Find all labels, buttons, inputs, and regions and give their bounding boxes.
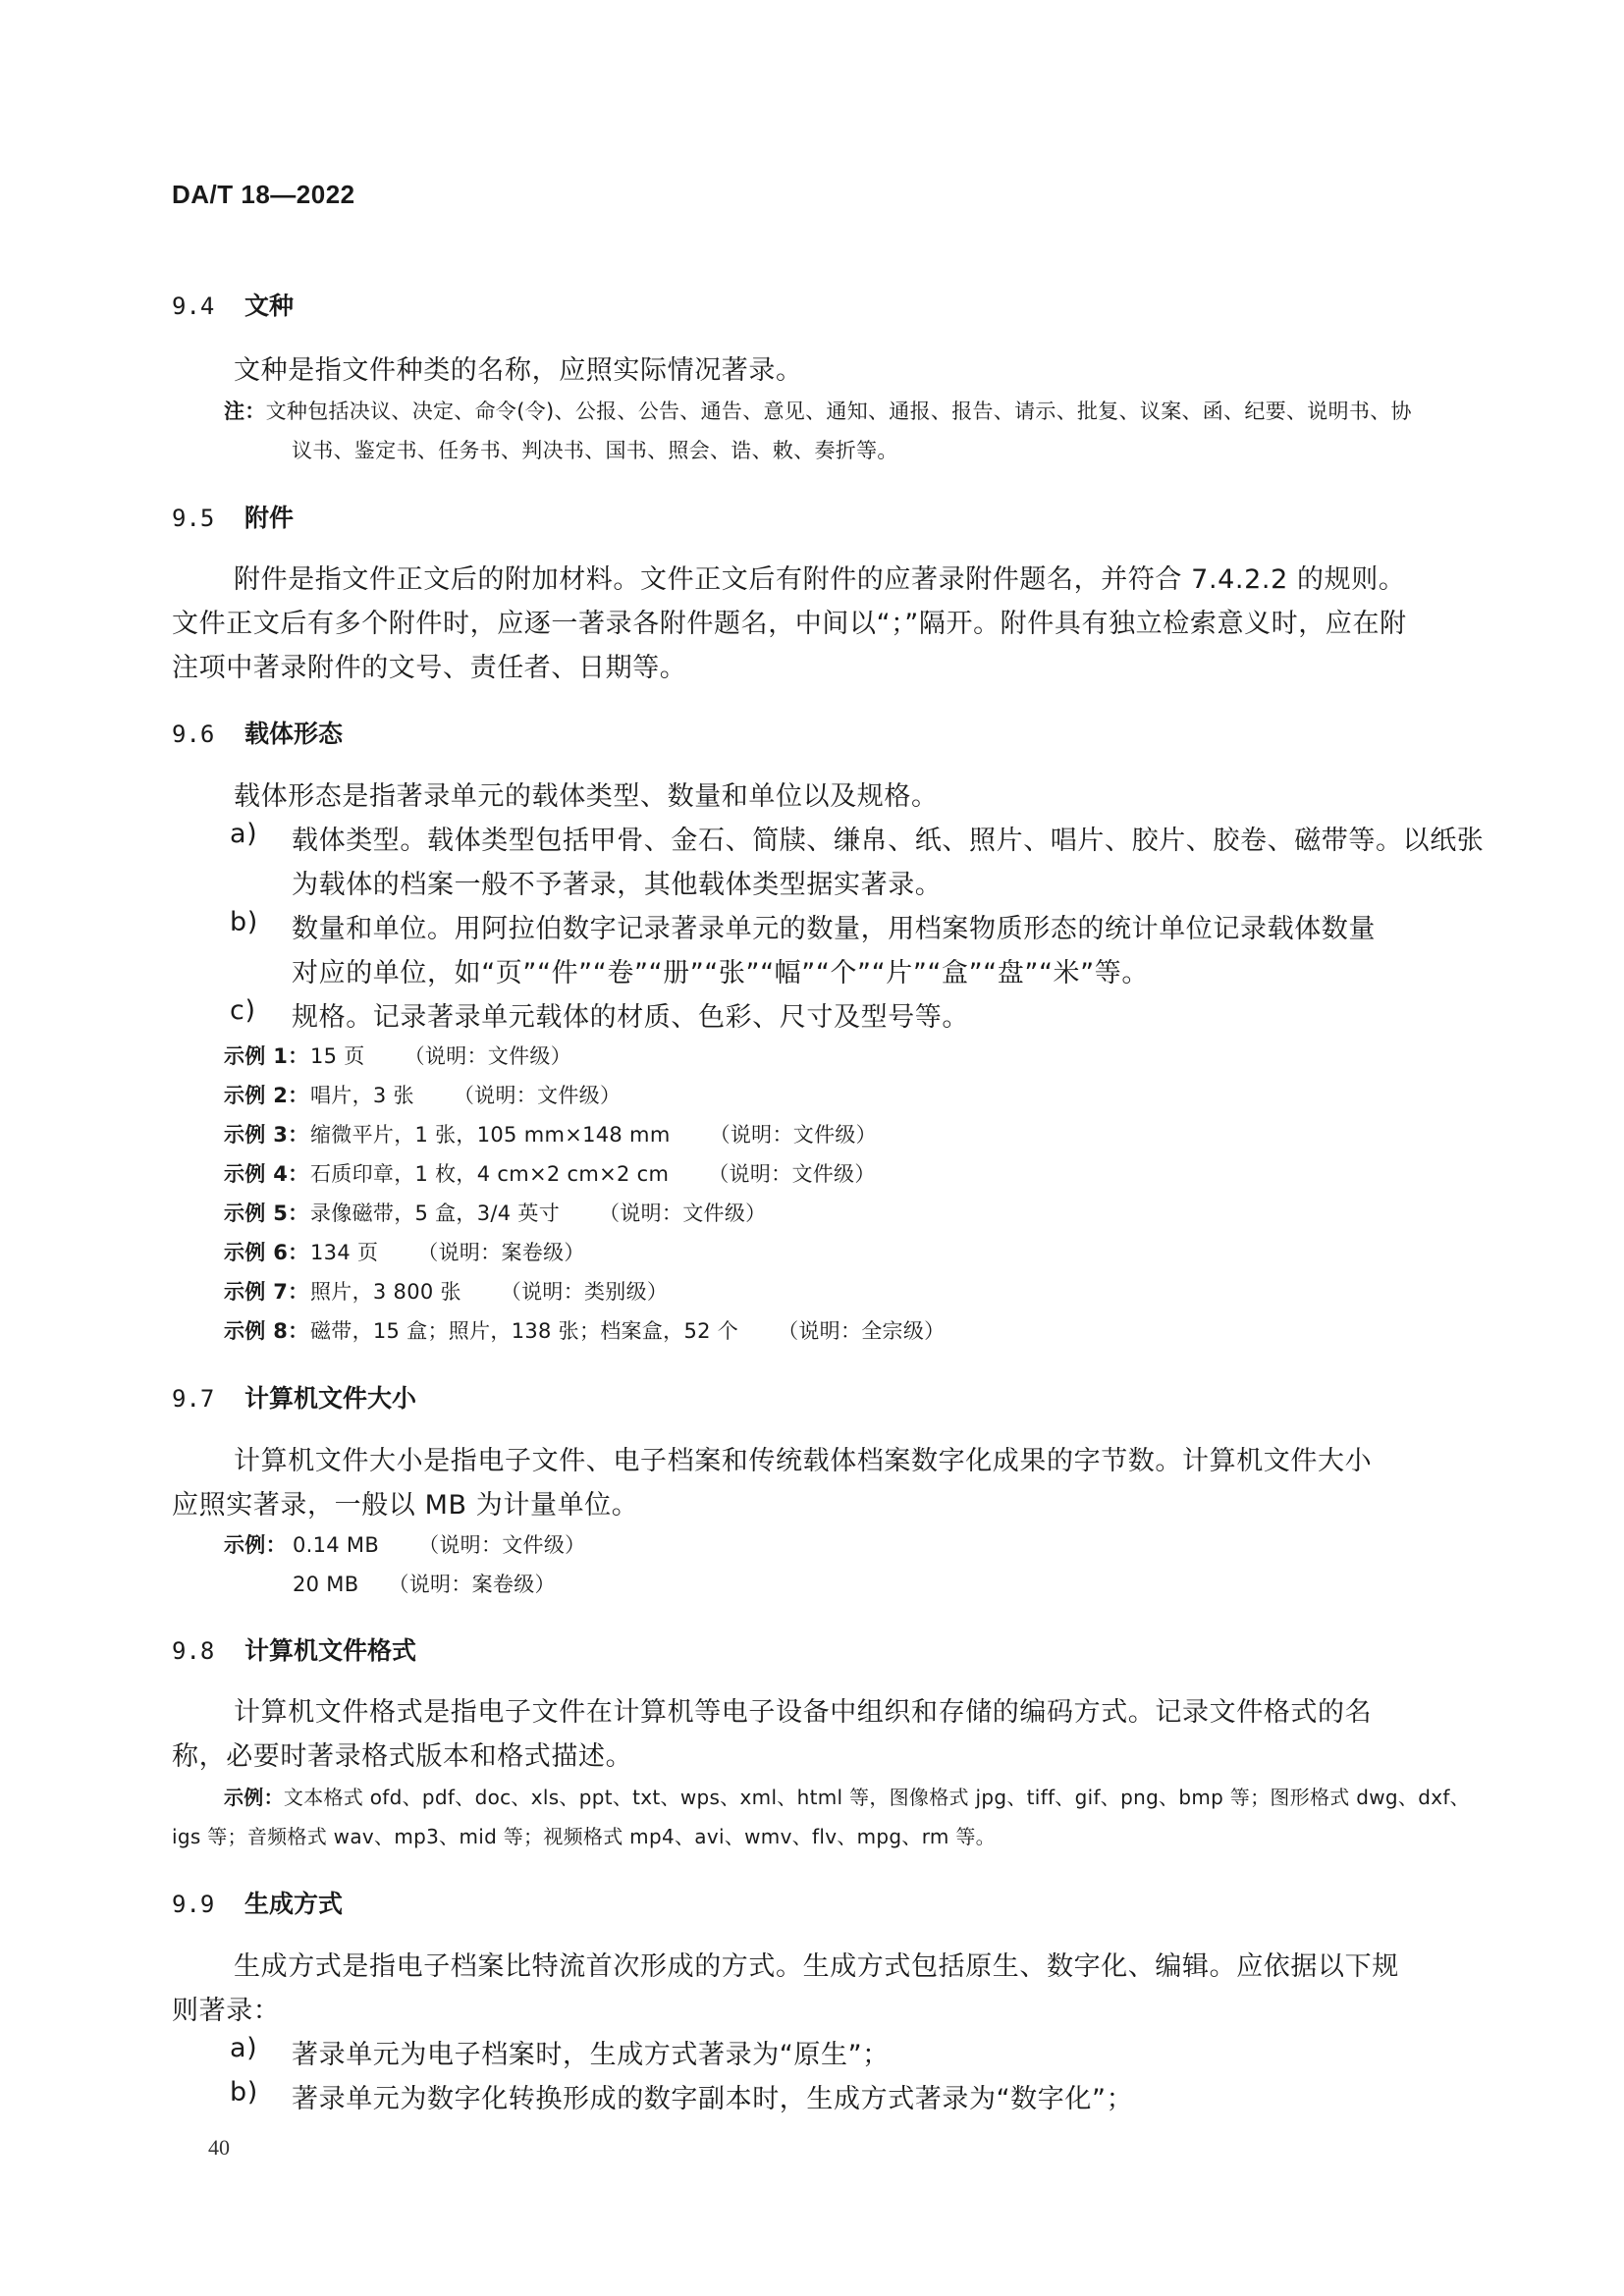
section-9-4-paragraph: 文种是指文件种类的名称，应照实际情况著录。: [234, 355, 803, 386]
section-9-4-note-cont: 议书、鉴定书、任务书、判决书、国书、照会、诰、敕、奏折等。: [292, 439, 898, 462]
example-row: [224, 1158, 876, 1188]
section-9-8-heading: [172, 1631, 416, 1667]
example-text: 134 页: [310, 1241, 379, 1264]
example-row: [224, 1119, 877, 1148]
example-text: 唱片，3 张: [310, 1084, 414, 1107]
example-text: 20 MB: [293, 1573, 359, 1596]
section-title: 生成方式: [244, 1890, 344, 1918]
example-note: （说明：案卷级）: [417, 1241, 585, 1264]
paragraph-line: 文件正文后有多个附件时，应逐一著录各附件题名，中间以“；”隔开。附件具有独立检索意义时，应在附: [172, 609, 1407, 639]
example-note: （说明：文件级）: [418, 1533, 586, 1557]
list-item: 著录单元为电子档案时，生成方式著录为“原生”；: [292, 2040, 890, 2070]
list-marker: c): [230, 995, 256, 1026]
paragraph-line: 计算机文件格式是指电子文件在计算机等电子设备中组织和存储的编码方式。记录文件格式的名: [234, 1697, 1373, 1728]
example-note: （说明：文件级）: [599, 1201, 767, 1225]
section-number: 9.5: [172, 505, 215, 532]
example-text: 石质印章，1 枚，4 cm×2 cm×2 cm: [310, 1162, 670, 1186]
example-text: 缩微平片，1 张，105 mm×148 mm: [310, 1123, 671, 1147]
example-row: [224, 1529, 585, 1559]
example-row: [224, 1041, 571, 1070]
example-label: 示例：: [224, 1786, 284, 1809]
paragraph-line: 注项中著录附件的文号、责任者、日期等。: [172, 653, 687, 683]
list-marker: a): [230, 819, 258, 849]
list-marker: b): [230, 2077, 258, 2108]
section-number: 9.9: [172, 1891, 215, 1918]
section-number: 9.6: [172, 721, 215, 748]
note-label: 注：: [224, 400, 266, 423]
example-label: 示例 4：: [224, 1162, 309, 1186]
document-code: DA/T 18—2022: [172, 180, 355, 209]
example-text: 磁带，15 盒；照片，138 张；档案盒，52 个: [310, 1319, 739, 1343]
example-note: （说明：文件级）: [708, 1162, 876, 1186]
example-label: 示例 7：: [224, 1280, 309, 1304]
example-row: [224, 1315, 945, 1345]
example-note: （说明：文件级）: [709, 1123, 877, 1147]
section-title: 附件: [244, 504, 295, 532]
example-text: 文本格式 ofd、pdf、doc、xls、ppt、txt、wps、xml、html 等，图像格式 jpg、tiff、gif、png、bmp 等；图形格式 dwg、dxf、: [283, 1786, 1470, 1809]
list-item: 规格。记录著录单元载体的材质、色彩、尺寸及型号等。: [292, 1002, 969, 1033]
paragraph-line: 应照实著录，一般以 MB 为计量单位。: [172, 1490, 639, 1521]
example-label: 示例 1：: [224, 1044, 309, 1068]
example-note: （说明：全宗级）: [778, 1319, 946, 1343]
example-label: 示例 2：: [224, 1084, 309, 1107]
section-9-6-heading: [172, 715, 343, 750]
list-item: 著录单元为数字化转换形成的数字副本时，生成方式著录为“数字化”；: [292, 2084, 1134, 2114]
paragraph-line: 附件是指文件正文后的附加材料。文件正文后有附件的应著录附件题名，并符合 7.4.2.2 的规则。: [234, 564, 1406, 595]
section-9-4-note: [224, 396, 1412, 425]
section-title: 载体形态: [244, 720, 344, 748]
section-title: 文种: [244, 292, 295, 320]
example-label: 示例 6：: [224, 1241, 309, 1264]
section-9-6-paragraph: 载体形态是指著录单元的载体类型、数量和单位以及规格。: [234, 781, 939, 812]
list-item-cont: 对应的单位，如“页”“件”“卷”“册”“张”“幅”“个”“片”“盒”“盘”“米”等。: [292, 958, 1149, 988]
list-marker: b): [230, 907, 258, 937]
example-label: 示例 8：: [224, 1319, 309, 1343]
example-row: [224, 1080, 621, 1109]
example-text: 照片，3 800 张: [310, 1280, 461, 1304]
section-title: 计算机文件大小: [244, 1384, 417, 1413]
paragraph-line: 称，必要时著录格式版本和格式描述。: [172, 1741, 633, 1772]
example-note: （说明：案卷级）: [388, 1573, 556, 1596]
section-9-9-heading: [172, 1885, 343, 1920]
list-marker: a): [230, 2033, 258, 2063]
page-number: 40: [208, 2135, 230, 2160]
example-label: 示例 5：: [224, 1201, 309, 1225]
paragraph-line: 则著录：: [172, 1996, 281, 2026]
example-text: 0.14 MB: [293, 1533, 380, 1557]
section-9-7-heading: [172, 1379, 416, 1415]
example-row-cont: igs 等；音频格式 wav、mp3、mid 等；视频格式 mp4、avi、wmv、flv、mpg、rm 等。: [172, 1825, 996, 1848]
example-row: [224, 1198, 766, 1227]
section-number: 9.7: [172, 1385, 215, 1413]
section-9-5-heading: [172, 499, 294, 534]
list-item-cont: 为载体的档案一般不予著录，其他载体类型据实著录。: [292, 870, 943, 900]
section-title: 计算机文件格式: [244, 1636, 417, 1665]
example-label: 示例：: [224, 1533, 287, 1557]
section-number: 9.4: [172, 293, 215, 320]
example-row: [224, 1276, 668, 1306]
example-note: （说明：文件级）: [453, 1084, 622, 1107]
example-row: [224, 1782, 1470, 1810]
paragraph-line: 生成方式是指电子档案比特流首次形成的方式。生成方式包括原生、数字化、编辑。应依据以下规: [234, 1951, 1399, 1982]
example-note: （说明：类别级）: [500, 1280, 669, 1304]
example-row: [224, 1237, 585, 1266]
note-text: 文种包括决议、决定、命令(令)、公报、公告、通告、意见、通知、通报、报告、请示、批复、议案、函、纪要、说明书、协: [265, 400, 1412, 423]
list-item: 载体类型。载体类型包括甲骨、金石、简牍、缣帛、纸、照片、唱片、胶片、胶卷、磁带等。以纸张: [292, 826, 1485, 856]
example-text: 录像磁带，5 盒，3/4 英寸: [310, 1201, 561, 1225]
section-number: 9.8: [172, 1637, 215, 1665]
example-text: 15 页: [310, 1044, 365, 1068]
example-note: （说明：文件级）: [404, 1044, 572, 1068]
example-row: [293, 1569, 556, 1598]
paragraph-line: 计算机文件大小是指电子文件、电子档案和传统载体档案数字化成果的字节数。计算机文件大小: [234, 1446, 1373, 1476]
list-item: 数量和单位。用阿拉伯数字记录著录单元的数量，用档案物质形态的统计单位记录载体数量: [292, 914, 1376, 944]
example-label: 示例 3：: [224, 1123, 309, 1147]
section-9-4-heading: [172, 287, 294, 322]
